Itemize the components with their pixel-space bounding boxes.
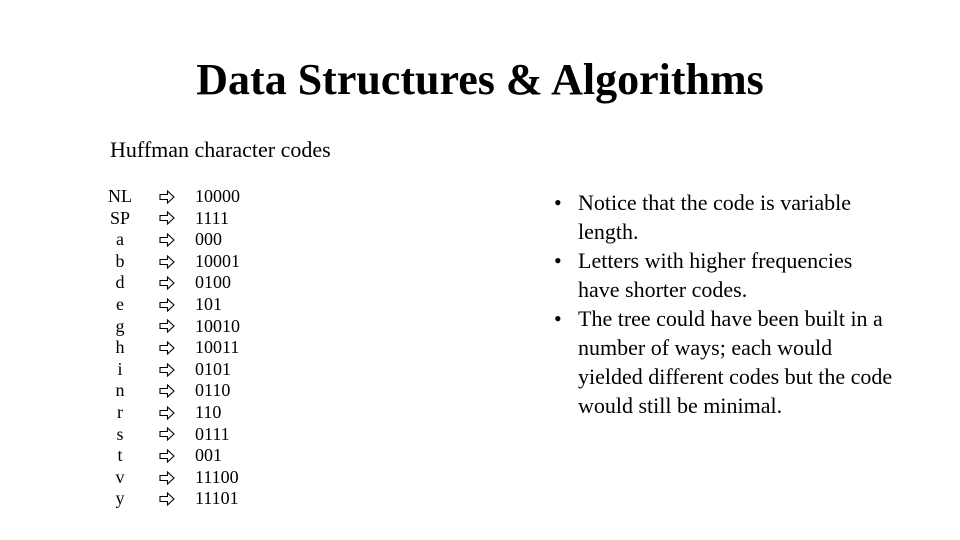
right-arrow-icon — [140, 384, 194, 398]
note-text: Notice that the code is variable length. — [578, 190, 852, 244]
right-arrow-icon — [140, 363, 194, 377]
character-label: s — [116, 423, 124, 444]
binary-code: 0110 — [195, 380, 231, 401]
binary-code: 10011 — [195, 337, 240, 358]
code-row — [100, 337, 240, 359]
right-arrow-icon — [140, 190, 194, 204]
right-arrow-icon — [140, 492, 194, 506]
binary-code: 0100 — [195, 272, 231, 293]
right-arrow-icon — [140, 471, 194, 485]
binary-code: 101 — [195, 293, 222, 314]
character-label: n — [115, 380, 125, 401]
code-row — [100, 380, 240, 402]
note-text: Letters with higher frequencies have shorter codes. — [578, 248, 853, 302]
character-label: g — [115, 315, 125, 336]
binary-code: 10001 — [195, 250, 240, 271]
right-arrow-icon — [140, 427, 194, 441]
code-row — [100, 402, 240, 424]
character-label: v — [115, 466, 125, 487]
code-row — [100, 229, 240, 251]
right-arrow-icon — [140, 449, 194, 463]
character-label: h — [115, 337, 125, 358]
slide-title: Data Structures & Algorithms — [196, 55, 764, 104]
bullet-icon: • — [554, 306, 562, 331]
code-row — [100, 294, 240, 316]
note-item — [544, 246, 894, 304]
code-row — [100, 316, 240, 338]
character-label: i — [117, 358, 123, 379]
right-arrow-icon — [140, 211, 194, 225]
binary-code: 000 — [195, 229, 222, 250]
right-arrow-icon — [140, 298, 194, 312]
bullet-icon: • — [554, 248, 562, 273]
character-label: d — [115, 272, 125, 293]
character-label: SP — [109, 207, 131, 228]
code-row — [100, 251, 240, 273]
note-text: The tree could have been built in a number of ways; each would yielded different codes but the code would still be minimal. — [578, 306, 893, 418]
code-row — [100, 186, 240, 208]
binary-code: 0111 — [195, 423, 230, 444]
code-row — [100, 208, 240, 230]
note-item — [544, 188, 894, 246]
right-arrow-icon — [140, 341, 194, 355]
code-row — [100, 467, 240, 489]
code-table — [100, 186, 240, 510]
binary-code: 11100 — [195, 466, 239, 487]
code-row — [100, 424, 240, 446]
code-row — [100, 488, 240, 510]
slide-subtitle: Huffman character codes — [110, 137, 331, 162]
character-label: e — [116, 293, 124, 314]
right-arrow-icon — [140, 255, 194, 269]
binary-code: 001 — [195, 445, 222, 466]
binary-code: 1111 — [195, 207, 229, 228]
note-item — [544, 304, 894, 420]
right-arrow-icon — [140, 276, 194, 290]
code-row — [100, 359, 240, 381]
code-row — [100, 445, 240, 467]
character-label: NL — [108, 186, 132, 206]
binary-code: 10010 — [195, 315, 240, 336]
character-label: r — [117, 401, 123, 422]
character-label: a — [116, 229, 124, 250]
code-row — [100, 272, 240, 294]
right-arrow-icon — [140, 319, 194, 333]
binary-code: 110 — [195, 401, 222, 422]
character-label: b — [115, 250, 125, 271]
bullet-icon: • — [554, 190, 562, 215]
character-label: y — [115, 488, 125, 509]
character-label: t — [117, 445, 123, 466]
right-arrow-icon — [140, 406, 194, 420]
notes-list — [544, 188, 894, 420]
binary-code: 0101 — [195, 358, 231, 379]
binary-code: 11101 — [195, 488, 239, 509]
binary-code: 10000 — [195, 186, 240, 206]
right-arrow-icon — [140, 233, 194, 247]
